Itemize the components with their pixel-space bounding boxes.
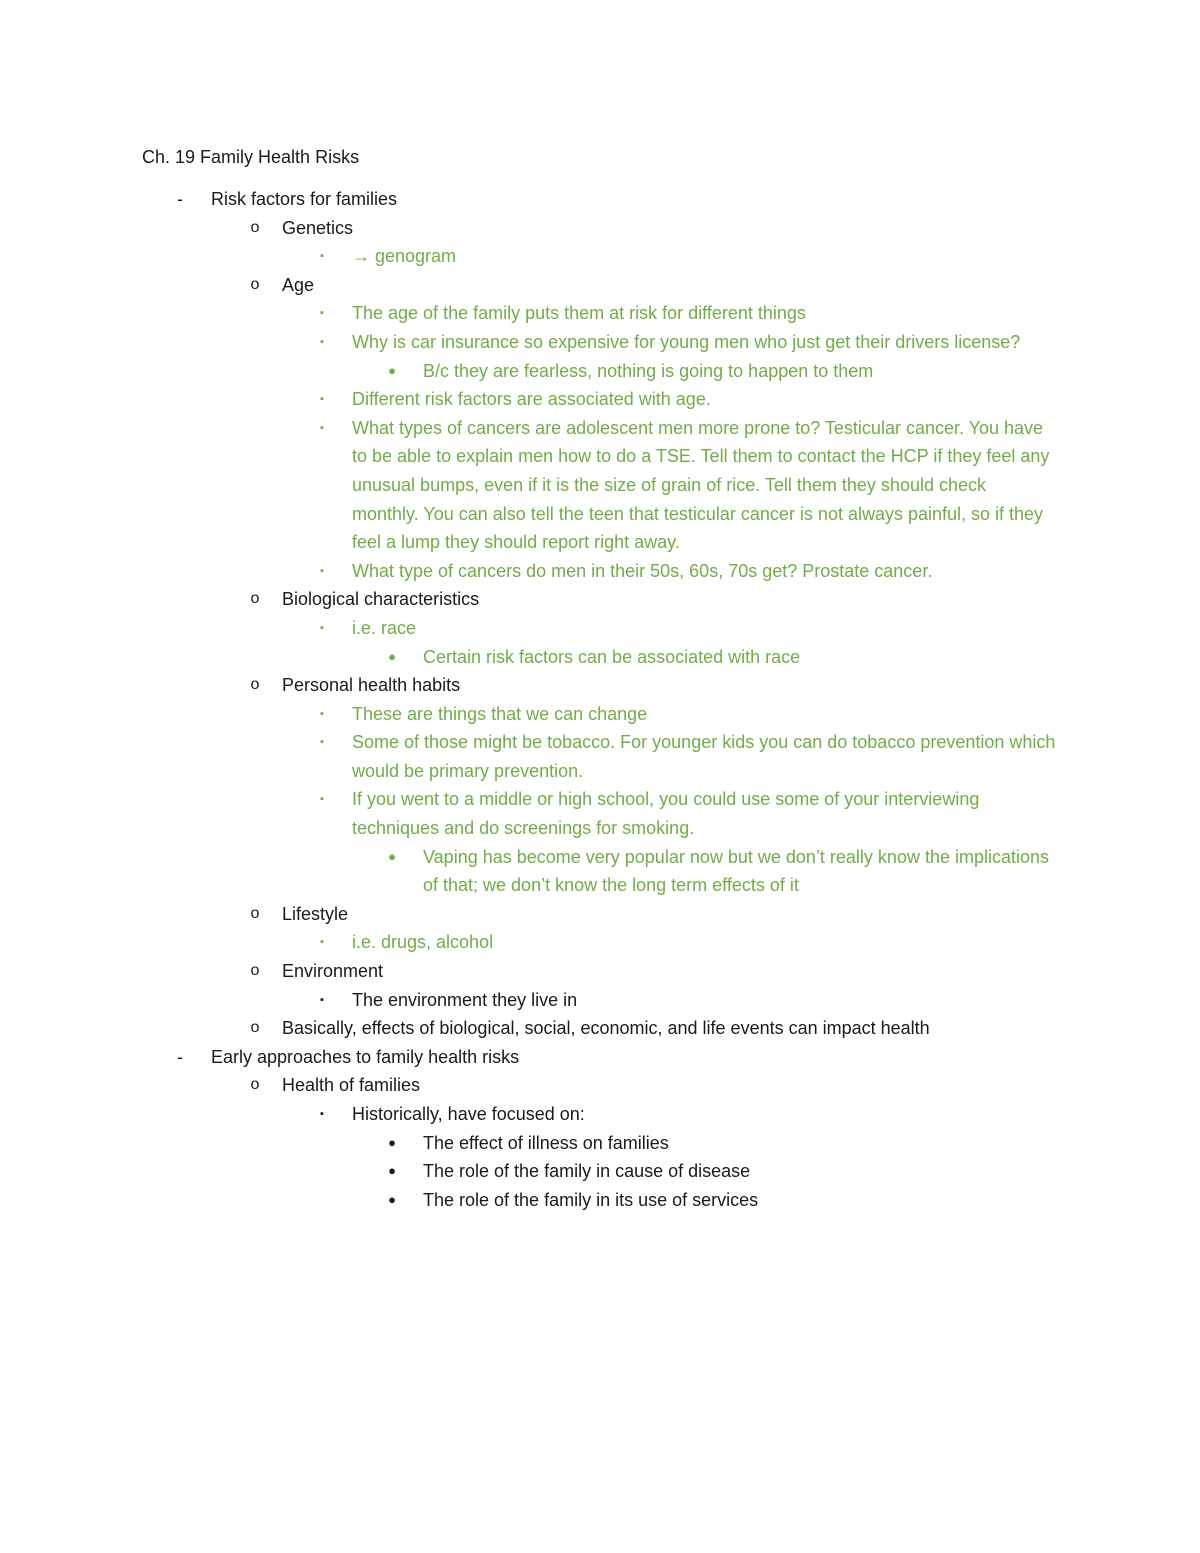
outline-item-text: These are things that we can change	[352, 703, 648, 724]
outline-item-text: Vaping has become very popular now but we don’t really know the implications of that; we don’t know the long term effects of it	[423, 846, 1050, 896]
outline-item-text: Risk factors for families	[211, 189, 398, 209]
outline-item-text: B/c they are fearless, nothing is going to happen to them	[423, 360, 874, 381]
outline-item-text: The environment they live in	[352, 989, 578, 1010]
outline-item-text: Personal health habits	[282, 675, 461, 696]
outline-item-text: Biological characteristics	[282, 589, 480, 610]
bullet-marker: ▪	[320, 250, 324, 263]
bullet-marker: ●	[388, 848, 396, 864]
outline-item-text: If you went to a middle or high school, you could use some of your interviewing techniques and do screenings for smoking.	[352, 789, 980, 839]
outline-item-text: The effect of illness on families	[423, 1132, 669, 1153]
outline-item-level-4	[0, 357, 1200, 386]
bullet-marker: ▪	[320, 307, 324, 320]
outline-item-text: Historically, have focused on:	[352, 1104, 585, 1124]
outline-item-level-3	[0, 1100, 1200, 1129]
outline-item-text: What types of cancers are adolescent men more prone to? Testicular cancer. You have to be able to explain men how to do a TSE. Tell them to contact the HCP if they feel any unusual bumps, even if it is the size of grain of rice. Tell them they should check monthly. You can also tell the teen that testicular cancer is not always painful, so if they feel a lump they should report right away.	[352, 417, 1050, 553]
outline-item-text: Basically, effects of biological, social, economic, and life events can impact health	[282, 1018, 930, 1039]
outline-item-text: → genogram	[352, 246, 457, 267]
outline-item-level-2	[0, 671, 1200, 700]
outline-item-level-3	[0, 700, 1200, 729]
outline-item-text: Different risk factors are associated with age.	[352, 389, 711, 410]
outline-item-level-3	[0, 614, 1200, 643]
outline-item-level-3	[0, 557, 1200, 586]
outline-item-level-4	[0, 1186, 1200, 1215]
bullet-marker: o	[250, 904, 260, 922]
outline-item-level-2	[0, 585, 1200, 614]
outline-item-level-2	[0, 900, 1200, 929]
bullet-marker: o	[250, 962, 260, 980]
outline-item-level-3	[0, 785, 1200, 842]
bullet-marker: ▪	[320, 421, 324, 434]
bullet-marker: ▪	[320, 1108, 324, 1120]
outline-item-text: Early approaches to family health risks	[211, 1046, 520, 1067]
bullet-marker: ▪	[320, 793, 324, 806]
outline-item-level-2	[0, 214, 1200, 243]
bullet-marker: ●	[388, 1163, 396, 1179]
outline-item-level-1	[0, 185, 1200, 214]
document-title: Ch. 19 Family Health Risks	[142, 147, 360, 167]
bullet-marker: ▪	[320, 335, 324, 348]
outline-item-level-3	[0, 986, 1200, 1015]
outline-item-text: Health of families	[282, 1075, 421, 1096]
bullet-marker: ▪	[320, 736, 324, 749]
bullet-marker: ●	[388, 1134, 396, 1150]
outline-item-text: The age of the family puts them at risk for different things	[352, 303, 806, 324]
outline-item-text: Why is car insurance so expensive for young men who just get their drivers license?	[352, 331, 1021, 352]
bullet-marker: o	[250, 1019, 260, 1037]
outline-item-level-3	[0, 728, 1200, 785]
bullet-marker: ▪	[320, 936, 324, 949]
outline-item-level-4	[0, 843, 1200, 900]
bullet-marker: ▪	[320, 621, 324, 634]
outline-item-level-3	[0, 299, 1200, 328]
bullet-marker: ▪	[320, 564, 324, 577]
outline-item-level-3	[0, 242, 1200, 271]
outline-item-level-4	[0, 643, 1200, 672]
bullet-marker: ●	[388, 1191, 396, 1207]
outline-item-text: Genetics	[282, 217, 354, 238]
outline-item-text: i.e. race	[352, 617, 417, 638]
bullet-marker: o	[250, 590, 260, 608]
outline-item-text: Lifestyle	[282, 903, 349, 924]
outline-item-level-4	[0, 1129, 1200, 1158]
outline-item-level-3	[0, 385, 1200, 414]
outline-item-text: The role of the family in its use of services	[423, 1189, 759, 1210]
outline-item-level-3	[0, 928, 1200, 957]
bullet-marker: -	[177, 189, 183, 209]
outline-item-level-1	[0, 1043, 1200, 1072]
bullet-marker: o	[250, 1076, 260, 1094]
bullet-marker: o	[250, 218, 260, 236]
outline-item-level-2	[0, 1071, 1200, 1100]
bullet-marker: ●	[388, 362, 396, 378]
bullet-marker: -	[177, 1046, 183, 1067]
outline-item-text: The role of the family in cause of disease	[423, 1161, 751, 1182]
outline-item-level-2	[0, 271, 1200, 300]
outline-item-text: Environment	[282, 961, 384, 982]
outline-item-level-2	[0, 1014, 1200, 1043]
outline-item-text: Age	[282, 274, 315, 295]
outline-item-level-3	[0, 328, 1200, 357]
outline-item-level-3	[0, 414, 1200, 557]
outline-list	[0, 185, 1200, 1214]
bullet-marker: o	[250, 275, 260, 293]
bullet-marker: ▪	[320, 993, 324, 1006]
bullet-marker: ▪	[320, 393, 324, 406]
outline-item-level-2	[0, 957, 1200, 986]
outline-item-text: i.e. drugs, alcohol	[352, 932, 494, 953]
outline-item-text: Some of those might be tobacco. For younger kids you can do tobacco prevention which would be primary prevention.	[352, 732, 1056, 781]
bullet-marker: o	[250, 676, 260, 694]
outline-item-level-4	[0, 1157, 1200, 1186]
outline-item-text: What type of cancers do men in their 50s, 60s, 70s get? Prostate cancer.	[352, 560, 933, 581]
bullet-marker: ▪	[320, 707, 324, 720]
outline-item-text: Certain risk factors can be associated with race	[423, 646, 801, 667]
bullet-marker: ●	[388, 648, 396, 664]
